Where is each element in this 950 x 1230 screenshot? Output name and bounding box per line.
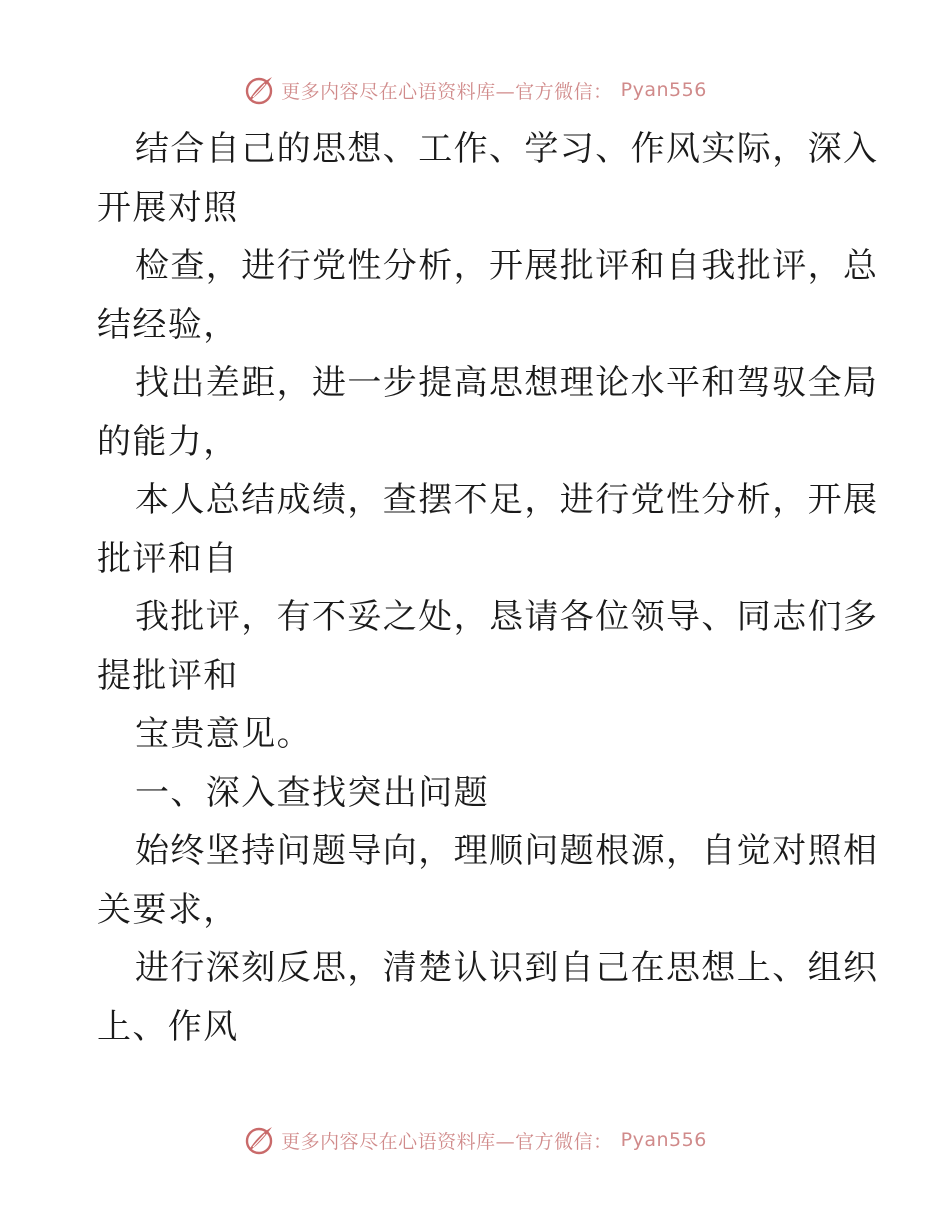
feather-pen-logo-icon xyxy=(243,74,275,106)
header-watermark xyxy=(0,70,950,110)
paragraph-line: 上、作风 xyxy=(97,1006,239,1047)
paragraph-line: 批评和自 xyxy=(97,538,239,579)
watermark-wechat-id: Pyan556 xyxy=(620,79,707,101)
paragraph-line: 本人总结成绩，查摆不足，进行党性分析，开展 xyxy=(135,480,879,520)
paragraph-line: 检查，进行党性分析，开展批评和自我批评，总 xyxy=(135,246,879,286)
watermark-text: 更多内容尽在心语资料库—官方微信： xyxy=(281,1130,613,1153)
paragraph-line: 结合自己的思想、工作、学习、作风实际，深入 xyxy=(135,129,879,169)
paragraph-line: 的能力， xyxy=(97,421,239,462)
paragraph-line: 开展对照 xyxy=(97,187,239,228)
paragraph-line: 找出差距，进一步提高思想理论水平和驾驭全局 xyxy=(135,363,879,403)
watermark-wechat-id: Pyan556 xyxy=(620,1129,707,1151)
paragraph-line: 关要求， xyxy=(97,889,239,930)
paragraph-line: 进行深刻反思，清楚认识到自己在思想上、组织 xyxy=(135,948,879,988)
paragraph-line: 宝贵意见。 xyxy=(135,714,312,754)
footer-watermark xyxy=(0,1120,950,1160)
section-heading: 一、深入查找突出问题 xyxy=(135,772,489,813)
document-body xyxy=(97,120,879,1056)
paragraph-line: 结经验， xyxy=(97,304,239,345)
paragraph-line: 提批评和 xyxy=(97,655,239,696)
watermark-text: 更多内容尽在心语资料库—官方微信： xyxy=(281,80,613,103)
feather-pen-logo-icon xyxy=(243,1124,275,1156)
paragraph-line: 始终坚持问题导向，理顺问题根源，自觉对照相 xyxy=(135,831,879,871)
paragraph-line: 我批评，有不妥之处，恳请各位领导、同志们多 xyxy=(135,597,879,637)
